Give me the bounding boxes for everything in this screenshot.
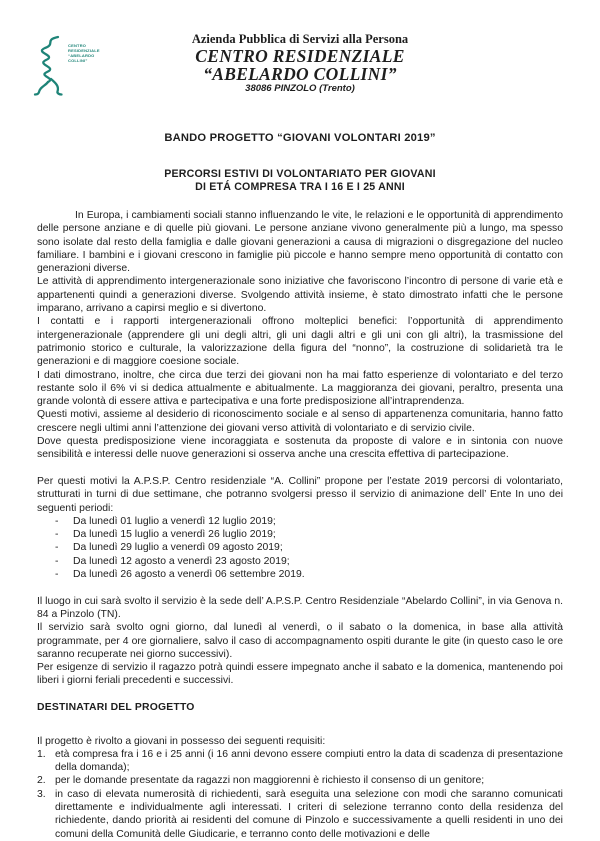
logo-caption-line: CENTRO <box>68 43 87 48</box>
body-paragraph: Le attività di apprendimento intergenerazionale sono iniziative che favoriscono l’incontro di persone di varie età e appartenenti quindi a generazioni diverse. Svolgendo attività insieme, è stato dimostrato infatti che le persone imparano, arrivano a capirsi meglio e si divertono. <box>37 276 563 315</box>
requirements-list <box>37 748 563 841</box>
requirement-text: età compresa fra i 16 e i 25 anni (i 16 anni devono essere compiuti entro la data di scadenza di presentazione della domanda); <box>55 748 563 774</box>
blank-line <box>37 728 563 735</box>
period-text: Da lunedì 26 agosto a venerdì 06 settembre 2019. <box>73 569 305 581</box>
subtitle-line-2: DI ETÁ COMPRESA TRA I 16 E I 25 ANNI <box>195 181 405 193</box>
section-heading: DESTINATARI DEL PROGETTO <box>37 701 195 713</box>
period-list <box>37 515 563 581</box>
period-list-item <box>37 528 563 541</box>
blank-line <box>37 462 563 475</box>
center-quoted-name: “ABELARDO COLLINI” <box>203 64 397 84</box>
dash-bullet: - <box>55 555 59 567</box>
requirement-number: 1. <box>37 748 46 760</box>
address-line: 38086 PINZOLO (Trento) <box>245 83 355 94</box>
body-paragraph: Per questi motivi la A.P.S.P. Centro residenziale “A. Collini” propone per l’estate 2019 percorsi di volontariato, strutturati in turni di due settimane, che potranno svolgersi presso il servizio di animazione dell’ Ente In uno dei seguenti periodi: <box>37 475 563 514</box>
period-text: Da lunedì 29 luglio a venerdì 09 agosto 2019; <box>73 542 283 554</box>
body-paragraph: Il luogo in cui sarà svolto il servizio è la sede dell’ A.P.S.P. Centro Residenziale “Abelardo Collini”, in via Genova n. 84 a Pinzolo (TN). <box>37 595 563 620</box>
requirement-number: 3. <box>37 788 46 800</box>
tree-squiggle-icon <box>32 35 66 97</box>
page-title: BANDO PROGETTO “GIOVANI VOLONTARI 2019” <box>164 132 436 144</box>
requirement-text: in caso di elevata numerosità di richiedenti, sarà eseguita una selezione con modi che saranno comunicati direttamente e individualmente agli interessati. I criteri di selezione terranno conto della residenza del richiedente, dando priorità ai residenti del comune di Pinzolo e successivamente a quelli residenti in uno dei comuni della Comunità delle Giudicarie, e terranno conto delle motivazioni e delle <box>55 788 563 840</box>
body-paragraph: Questi motivi, assieme al desiderio di riconoscimento sociale e al senso di appartenenza comunitaria, hanno fatto crescere negli ultimi anni l’attenzione dei giovani verso attività di volontariato e di servizio civile. <box>37 409 563 434</box>
blank-line <box>37 714 563 727</box>
organization-name: Azienda Pubblica di Servizi alla Persona <box>191 32 409 46</box>
period-list-item <box>37 515 563 528</box>
body-paragraph: Dove questa predisposizione viene incoraggiata e sostenuta da proposte di valore e in sintonia con nuove sensibilità e interessi delle nuove generazioni si osserva anche una crescita effettiva di partecipazione. <box>37 436 563 461</box>
requirement-item <box>37 788 563 841</box>
subtitle-line-1: PERCORSI ESTIVI DI VOLONTARIATO PER GIOVANI <box>164 168 436 180</box>
dash-bullet: - <box>55 515 59 527</box>
period-text: Da lunedì 12 agosto a venerdì 23 agosto 2019; <box>73 555 290 567</box>
body-paragraph: Il servizio sarà svolto ogni giorno, dal lunedì al venerdì, o il sabato o la domenica, in base alla attività programmate, per 4 ore giornaliere, salvo il caso di accompagnamento ospiti durante le gite (in questo caso le ore saranno recuperate nei giorno successivi). <box>37 622 563 660</box>
body-paragraph: I contatti e i rapporti intergenerazionali offrono molteplici benefici: l’opportunità di apprendimento intergenerazionale (apprendere gli uni degli altri, gli uni dagli altri e gli uni con gli altri), la trasmissione del patrimonio storico e culturale, la valorizzazione della figura del “nonno”, la costruzione di solidarietà tra le generazioni e di maggiore coesione sociale. <box>37 316 563 368</box>
logo-caption-line: COLLINI” <box>68 58 88 63</box>
body-paragraph: I dati dimostrano, inoltre, che circa due terzi dei giovani non ha mai fatto esperienze di volontariato e del terzo restante solo il 6% vi si dedica attualmente e abitualmente. La maggioranza dei giovani, peraltro, presenta una grande volontà di essere attiva e partecipativa e una forte predisposizione all’intraprendenza. <box>37 369 563 408</box>
period-list-item <box>37 555 563 568</box>
blank-line <box>37 688 563 701</box>
period-list-item <box>37 568 563 581</box>
organization-logo <box>32 35 100 97</box>
dash-bullet: - <box>55 569 59 581</box>
document-body <box>37 209 563 841</box>
logo-caption-line: “ABELARDO <box>68 53 95 58</box>
requirement-number: 2. <box>37 775 46 787</box>
requirement-text: per le domande presentate da ragazzi non maggiorenni è richiesto il consenso di un genitore; <box>55 775 485 787</box>
period-text: Da lunedì 15 luglio a venerdì 26 luglio 2019; <box>73 529 276 541</box>
requirement-item <box>37 774 563 787</box>
period-list-item <box>37 541 563 554</box>
logo-caption <box>68 43 100 97</box>
requirement-item <box>37 748 563 775</box>
logo-caption-line: RESIDENZIALE <box>68 48 100 53</box>
page-subtitle <box>0 168 600 194</box>
dash-bullet: - <box>55 529 59 541</box>
requirements-intro: Il progetto è rivolto a giovani in possesso dei seguenti requisiti: <box>37 735 326 747</box>
body-paragraph: In Europa, i cambiamenti sociali stanno influenzando le vite, le relazioni e le opportunità di apprendimento delle persone anziane e di quelle più giovani. Le persone anziane vivono generalmente più a lungo, ma spesso sono isolate dal resto della famiglia e dalle giovani generazioni a causa di migrazioni o disgregazione del nucleo familiare. I bambini e i giovani crescono in famiglie più piccole e hanno sempre meno opportunità di contatto con generazioni diverse. <box>37 210 563 275</box>
blank-line <box>37 581 563 594</box>
period-text: Da lunedì 01 luglio a venerdì 12 luglio 2019; <box>73 515 276 527</box>
center-name: CENTRO RESIDENZIALE <box>195 46 405 66</box>
dash-bullet: - <box>55 542 59 554</box>
body-paragraph: Per esigenze di servizio il ragazzo potrà quindi essere impegnato anche il sabato e la domenica, mantenendo poi liberi i giorni feriali precedenti e successivi. <box>37 662 563 687</box>
